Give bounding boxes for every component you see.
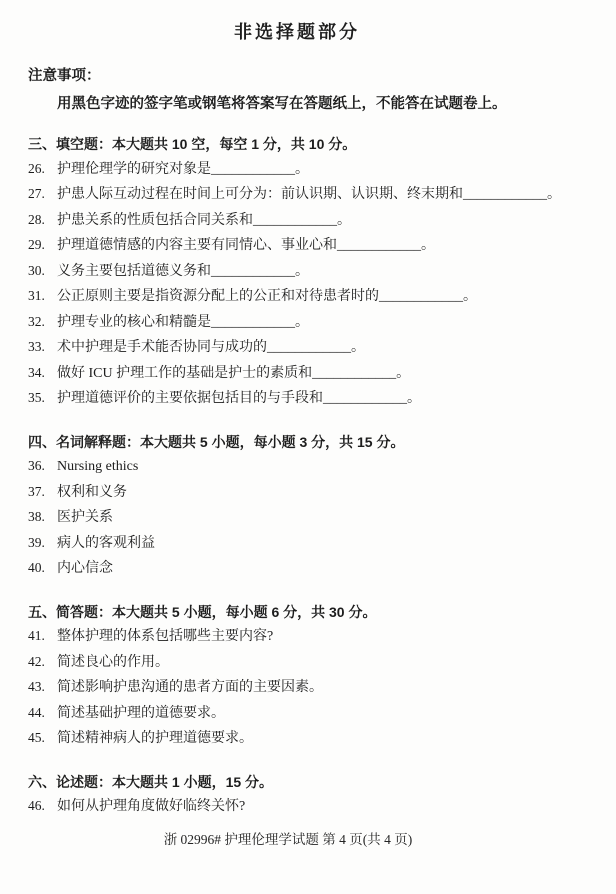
- question-item: [28, 650, 586, 676]
- question-item: [28, 480, 586, 506]
- question-text: 病人的客观利益: [57, 535, 155, 551]
- question-number: 33.: [28, 339, 45, 354]
- question-text: 护理伦理学的研究对象是____________。: [57, 161, 309, 177]
- question-text: 护患人际互动过程在时间上可分为：前认识期、认识期、终末期和____________。: [57, 187, 561, 202]
- question-item: [28, 556, 586, 582]
- section-heading: 三、填空题：本大题共 10 空，每空 1 分，共 10 分。: [28, 136, 357, 152]
- question-item: [28, 182, 586, 208]
- question-item: [28, 726, 586, 752]
- question-number: 28.: [28, 211, 45, 227]
- question-text: 简述基础护理的道德要求。: [57, 705, 225, 721]
- question-item: [28, 284, 586, 310]
- question-item: [28, 386, 586, 412]
- section-term-definitions: [28, 430, 586, 582]
- question-number: 26.: [28, 160, 45, 176]
- question-item: [28, 310, 586, 336]
- section-heading: 五、简答题：本大题共 5 小题，每小题 6 分，共 30 分。: [28, 603, 377, 620]
- question-number: 31.: [28, 288, 45, 303]
- question-item: [28, 624, 586, 650]
- question-text: 简述良心的作用。: [57, 654, 169, 670]
- question-number: 27.: [28, 186, 45, 201]
- question-text: 简述影响护患沟通的患者方面的主要因素。: [57, 680, 323, 695]
- question-text: 医护关系: [57, 510, 113, 525]
- question-text: 如何从护理角度做好临终关怀?: [57, 799, 246, 814]
- question-text: 权利和义务: [57, 484, 127, 500]
- question-item: [28, 157, 586, 183]
- question-text: 义务主要包括道德义务和____________。: [57, 263, 309, 279]
- question-number: 32.: [28, 313, 45, 329]
- page-title: 非选择题部分: [234, 22, 360, 42]
- section-essay: [28, 770, 586, 820]
- question-number: 41.: [28, 628, 45, 643]
- question-item: [28, 335, 586, 361]
- question-text: 整体护理的体系包括哪些主要内容?: [57, 629, 274, 644]
- question-item: [28, 701, 586, 727]
- question-item: [28, 454, 586, 480]
- question-number: 36.: [28, 458, 45, 473]
- question-number: 38.: [28, 509, 45, 524]
- question-number: 46.: [28, 798, 45, 813]
- notice-text: 用黑色字迹的签字笔或钢笔将答案写在答题纸上，不能答在试题卷上。: [57, 96, 507, 112]
- question-item: [28, 259, 586, 285]
- notice-label: 注意事项：: [28, 68, 101, 84]
- question-number: 34.: [28, 364, 45, 380]
- question-item: [28, 531, 586, 557]
- question-text: Nursing ethics: [57, 459, 139, 474]
- question-item: [28, 794, 586, 820]
- question-number: 44.: [28, 704, 45, 720]
- question-text: 内心信念: [57, 561, 113, 576]
- question-item: [28, 675, 586, 701]
- question-text: 简述精神病人的护理道德要求。: [57, 731, 253, 746]
- question-number: 35.: [28, 390, 45, 405]
- question-number: 37.: [28, 483, 45, 499]
- question-item: [28, 505, 586, 531]
- question-text: 公正原则主要是指资源分配上的公正和对待患者时的____________。: [57, 289, 477, 304]
- question-text: 护患关系的性质包括合同关系和____________。: [57, 212, 351, 228]
- question-text: 做好 ICU 护理工作的基础是护士的素质和____________。: [57, 365, 411, 381]
- question-number: 40.: [28, 560, 45, 575]
- question-number: 42.: [28, 653, 45, 669]
- question-number: 29.: [28, 237, 45, 252]
- section-short-answer: [28, 600, 586, 752]
- page-footer: 浙 02996# 护理伦理学试题 第 4 页(共 4 页): [163, 832, 413, 847]
- question-number: 39.: [28, 534, 45, 550]
- question-item: [28, 233, 586, 259]
- question-item: [28, 208, 586, 234]
- question-text: 护理专业的核心和精髓是____________。: [57, 314, 309, 330]
- question-item: [28, 361, 586, 387]
- section-heading: 四、名词解释题：本大题共 5 小题，每小题 3 分，共 15 分。: [28, 433, 405, 450]
- question-number: 30.: [28, 262, 45, 278]
- section-fill-in-blank: [28, 132, 586, 412]
- question-text: 护理道德情感的内容主要有同情心、事业心和____________。: [57, 238, 435, 253]
- question-text: 护理道德评价的主要依据包括目的与手段和____________。: [57, 391, 421, 406]
- section-heading: 六、论述题：本大题共 1 小题，15 分。: [28, 773, 274, 790]
- question-number: 43.: [28, 679, 45, 694]
- question-text: 术中护理是手术能否协同与成功的____________。: [57, 340, 365, 355]
- question-number: 45.: [28, 730, 45, 745]
